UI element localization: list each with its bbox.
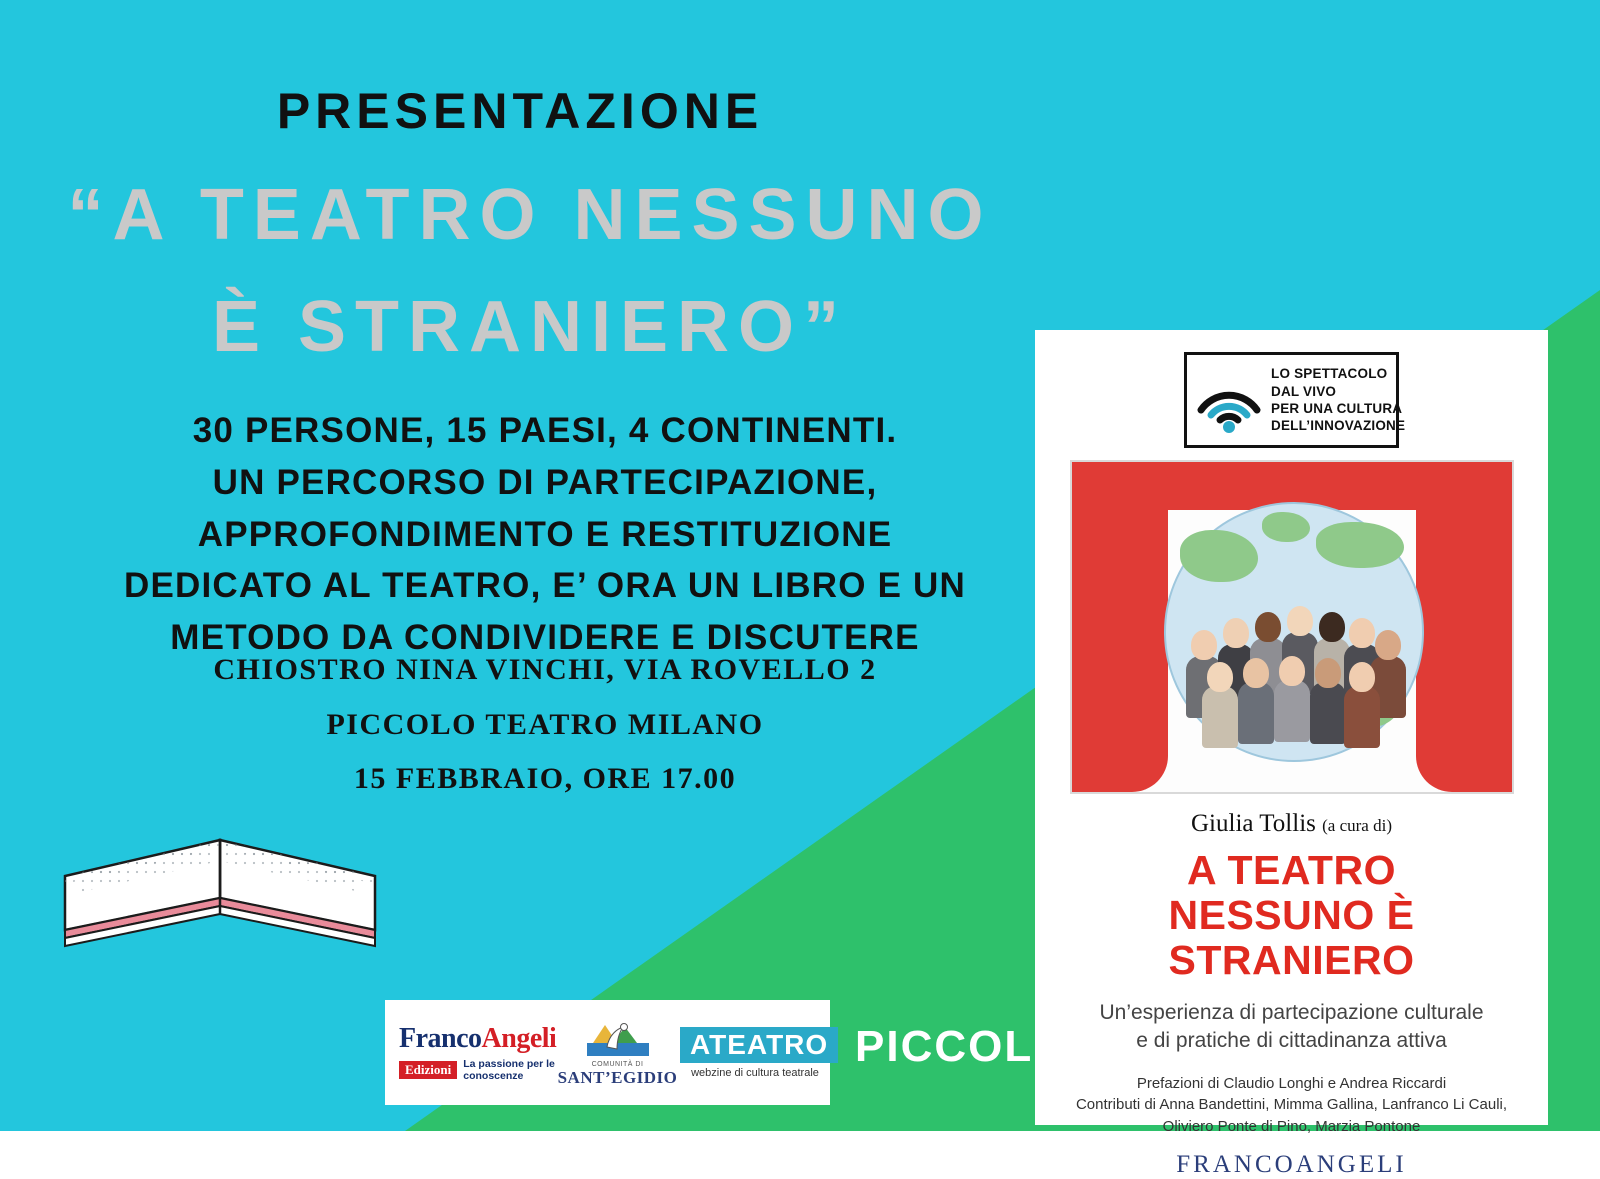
- logo-ateatro: [680, 1027, 830, 1079]
- ateatro-tagline: webzine di cultura teatrale: [691, 1066, 819, 1079]
- cover-author-name: Giulia Tollis: [1191, 810, 1316, 837]
- francoangeli-franco: Franco: [399, 1023, 482, 1054]
- cover-credits-line-3: Oliviero Ponte di Pino, Marzia Pontone: [1162, 1117, 1421, 1135]
- cover-artwork: [1070, 460, 1514, 794]
- cover-credits: [1055, 1073, 1528, 1137]
- title-line-2: È STRANIERO”: [211, 286, 849, 367]
- santegidio-tiny: COMUNITÀ DI: [591, 1061, 644, 1068]
- kicker-text: PRESENTAZIONE: [276, 83, 764, 139]
- sponsor-logo-strip: [385, 1000, 830, 1105]
- title-line-1: “A TEATRO NESSUNO: [67, 175, 993, 255]
- cover-credits-line-1: Prefazioni di Claudio Longhi e Andrea Riccardi: [1136, 1075, 1447, 1093]
- ateatro-wordmark: ATEATRO: [680, 1027, 838, 1063]
- cover-title-line-2: NESSUNO È STRANIERO: [1168, 892, 1415, 984]
- cover-subtitle-line-2: e di pratiche di cittadinanza attiva: [1136, 1029, 1447, 1053]
- francoangeli-wordmark: [399, 1023, 555, 1055]
- badge-line-3: PER UNA CULTURA: [1271, 401, 1403, 416]
- francoangeli-tagline: La passione per le conoscenze: [463, 1058, 555, 1082]
- subtitle-block: [95, 405, 995, 664]
- page-title: [0, 160, 1060, 383]
- cover-author: [1055, 810, 1528, 838]
- cover-credits-line-2: Contributi di Anna Bandettini, Mimma Gallina, Lanfranco Li Cauli,: [1075, 1096, 1508, 1114]
- logo-santegidio: [555, 1017, 680, 1088]
- logo-francoangeli: [385, 1023, 555, 1082]
- subtitle-line-3: APPROFONDIMENTO E RESTITUZIONE: [197, 514, 893, 554]
- badge-line-2: DAL VIVO: [1271, 383, 1337, 399]
- subtitle-line-5: METODO DA CONDIVIDERE E DISCUTERE: [170, 618, 920, 658]
- badge-text: [1267, 365, 1405, 434]
- crowd-illustration: [1182, 582, 1404, 762]
- open-book-icon: [45, 780, 395, 995]
- subtitle-line-4: DEDICATO AL TEATRO, E’ ORA UN LIBRO E UN: [123, 566, 966, 606]
- wifi-icon: [1191, 362, 1267, 438]
- curtain-left: [1072, 462, 1168, 792]
- venue-datetime: 15 FEBBRAIO, ORE 17.00: [353, 762, 737, 796]
- curtain-right: [1416, 462, 1512, 792]
- subtitle-line-1: 30 PERSONE, 15 PAESI, 4 CONTINENTI.: [192, 411, 898, 450]
- cover-publisher: FRANCOANGELI: [1176, 1151, 1407, 1179]
- subtitle-line-2: UN PERCORSO DI PARTECIPAZIONE,: [212, 462, 878, 502]
- badge-line-1: LO SPETTACOLO: [1271, 366, 1388, 382]
- santegidio-mark-icon: [583, 1017, 653, 1061]
- francoangeli-angeli: Angeli: [481, 1023, 557, 1054]
- cover-title: [1055, 848, 1528, 983]
- badge-line-4: DELL’INNOVAZIONE: [1271, 418, 1406, 434]
- cover-title-line-1: A TEATRO: [1187, 847, 1396, 893]
- cover-subtitle-line-1: Un’esperienza di partecipazione culturale: [1099, 1001, 1484, 1025]
- francoangeli-subrow: [399, 1058, 555, 1082]
- innovation-badge: [1184, 352, 1406, 448]
- book-cover: [1035, 330, 1548, 1179]
- cover-author-note: (a cura di): [1322, 816, 1392, 835]
- venue-name: PICCOLO TEATRO MILANO: [326, 707, 764, 741]
- logo-piccolo: PICCOLO: [855, 1022, 1070, 1071]
- cover-subtitle: [1055, 999, 1528, 1055]
- francoangeli-edizioni: Edizioni: [399, 1061, 457, 1079]
- venue-address: CHIOSTRO NINA VINCHI, VIA ROVELLO 2: [213, 653, 877, 686]
- santegidio-name: SANT’EGIDIO: [557, 1068, 678, 1087]
